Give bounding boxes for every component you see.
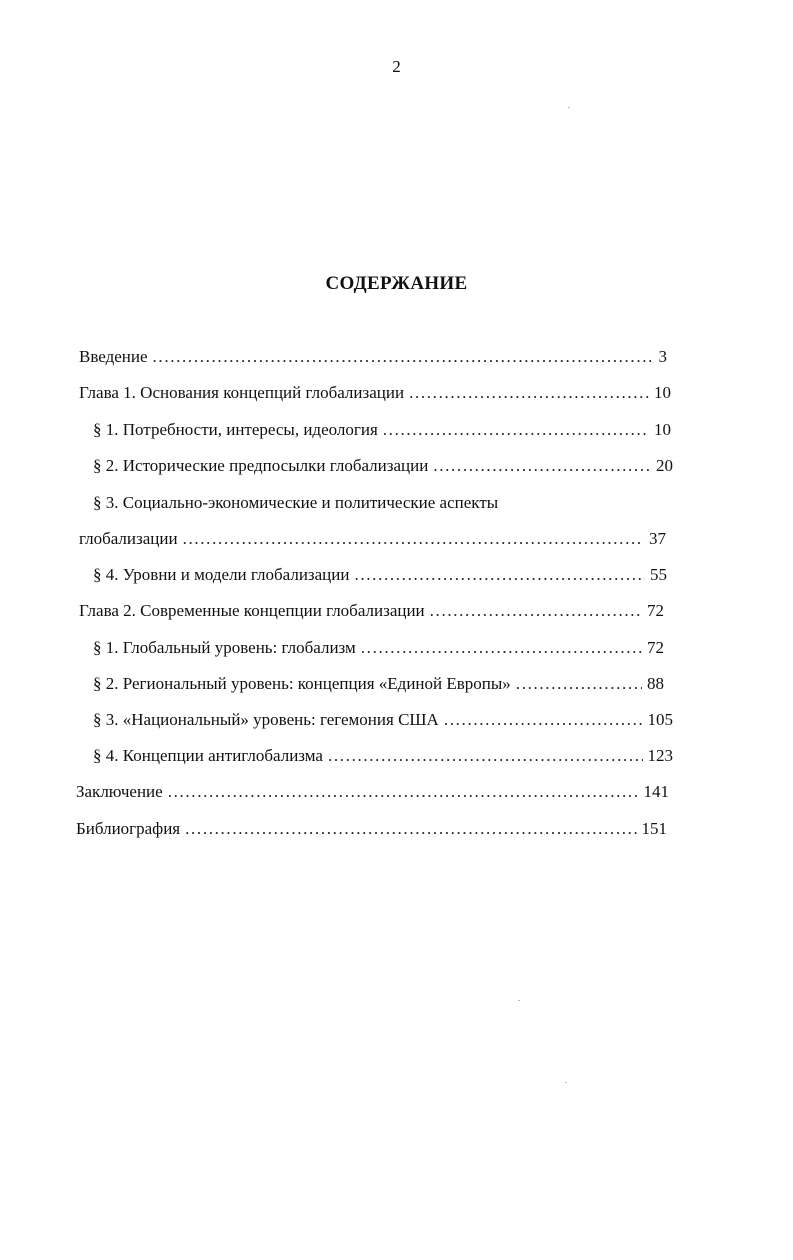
toc-entry-label: § 2. Исторические предпосылки глобализации bbox=[93, 456, 429, 475]
dot-leader bbox=[328, 745, 643, 767]
dot-leader bbox=[444, 709, 643, 731]
toc-entry-page: 88 bbox=[647, 674, 664, 693]
toc-entry-page: 123 bbox=[647, 746, 673, 765]
dot-leader bbox=[433, 455, 651, 477]
toc-entry-bibliography[interactable] bbox=[76, 818, 667, 840]
toc-entry-chapter-1[interactable] bbox=[79, 382, 671, 404]
toc-entry-page: 151 bbox=[641, 819, 667, 838]
toc-entry-label: § 2. Региональный уровень: концепция «Единой Европы» bbox=[93, 674, 511, 693]
dot-leader bbox=[354, 564, 645, 586]
toc-entry-chapter-2[interactable] bbox=[79, 600, 664, 622]
toc-entry-ch1-section-2[interactable] bbox=[93, 455, 673, 477]
toc-entry-page: 105 bbox=[647, 710, 673, 729]
toc-entry-introduction[interactable] bbox=[79, 346, 667, 368]
toc-entry-label: § 1. Потребности, интересы, идеология bbox=[93, 420, 378, 439]
scan-speck bbox=[568, 107, 570, 108]
toc-entry-ch2-section-4[interactable] bbox=[93, 745, 673, 767]
toc-entry-label: § 4. Уровни и модели глобализации bbox=[93, 565, 350, 584]
dot-leader bbox=[430, 600, 642, 622]
toc-entry-label: Заключение bbox=[76, 782, 163, 801]
dot-leader bbox=[185, 818, 636, 840]
dot-leader bbox=[409, 382, 649, 404]
toc-entry-page: 141 bbox=[643, 782, 669, 801]
toc-entry-page: 10 bbox=[654, 383, 671, 402]
toc-entry-page: 55 bbox=[650, 565, 667, 584]
toc-entry-label: Глава 1. Основания концепций глобализации bbox=[79, 383, 405, 402]
toc-entry-page: 72 bbox=[647, 638, 664, 657]
toc-entry-conclusion[interactable] bbox=[76, 781, 669, 803]
toc-entry-label: Глава 2. Современные концепции глобализации bbox=[79, 601, 425, 620]
toc-entry-ch2-section-2[interactable] bbox=[93, 673, 664, 695]
dot-leader bbox=[383, 419, 649, 441]
toc-entry-ch1-section-3-first-line[interactable]: § 3. Социально-экономические и политические аспекты bbox=[93, 493, 499, 512]
toc-entry-label: глобализации bbox=[79, 529, 178, 548]
page-number: 2 bbox=[392, 57, 401, 76]
toc-entry-ch1-section-1[interactable] bbox=[93, 419, 671, 441]
scan-speck bbox=[518, 1000, 520, 1001]
toc-title: СОДЕРЖАНИЕ bbox=[325, 273, 468, 294]
dot-leader bbox=[361, 637, 642, 659]
scan-speck bbox=[565, 1082, 567, 1083]
toc-entry-ch1-section-4[interactable] bbox=[93, 564, 667, 586]
toc-entry-ch2-section-3[interactable] bbox=[93, 709, 673, 731]
toc-entry-page: 3 bbox=[658, 347, 667, 366]
toc-entry-page: 10 bbox=[654, 420, 671, 439]
toc-entry-label: § 4. Концепции антиглобализма bbox=[93, 746, 323, 765]
toc-entry-page: 37 bbox=[649, 529, 666, 548]
toc-entry-page: 72 bbox=[647, 601, 664, 620]
toc-entry-label: § 1. Глобальный уровень: глобализм bbox=[93, 638, 356, 657]
toc-entry-label: § 3. «Национальный» уровень: гегемония США bbox=[93, 710, 439, 729]
dot-leader bbox=[168, 781, 639, 803]
toc-entry-ch2-section-1[interactable] bbox=[93, 637, 664, 659]
dot-leader bbox=[183, 528, 644, 550]
toc-entry-label: Библиография bbox=[76, 819, 181, 838]
dot-leader bbox=[516, 673, 642, 695]
toc-entry-page: 20 bbox=[656, 456, 673, 475]
toc-entry-ch1-section-3[interactable] bbox=[79, 528, 666, 550]
toc-entry-label: Введение bbox=[79, 347, 148, 366]
dot-leader bbox=[153, 346, 654, 368]
